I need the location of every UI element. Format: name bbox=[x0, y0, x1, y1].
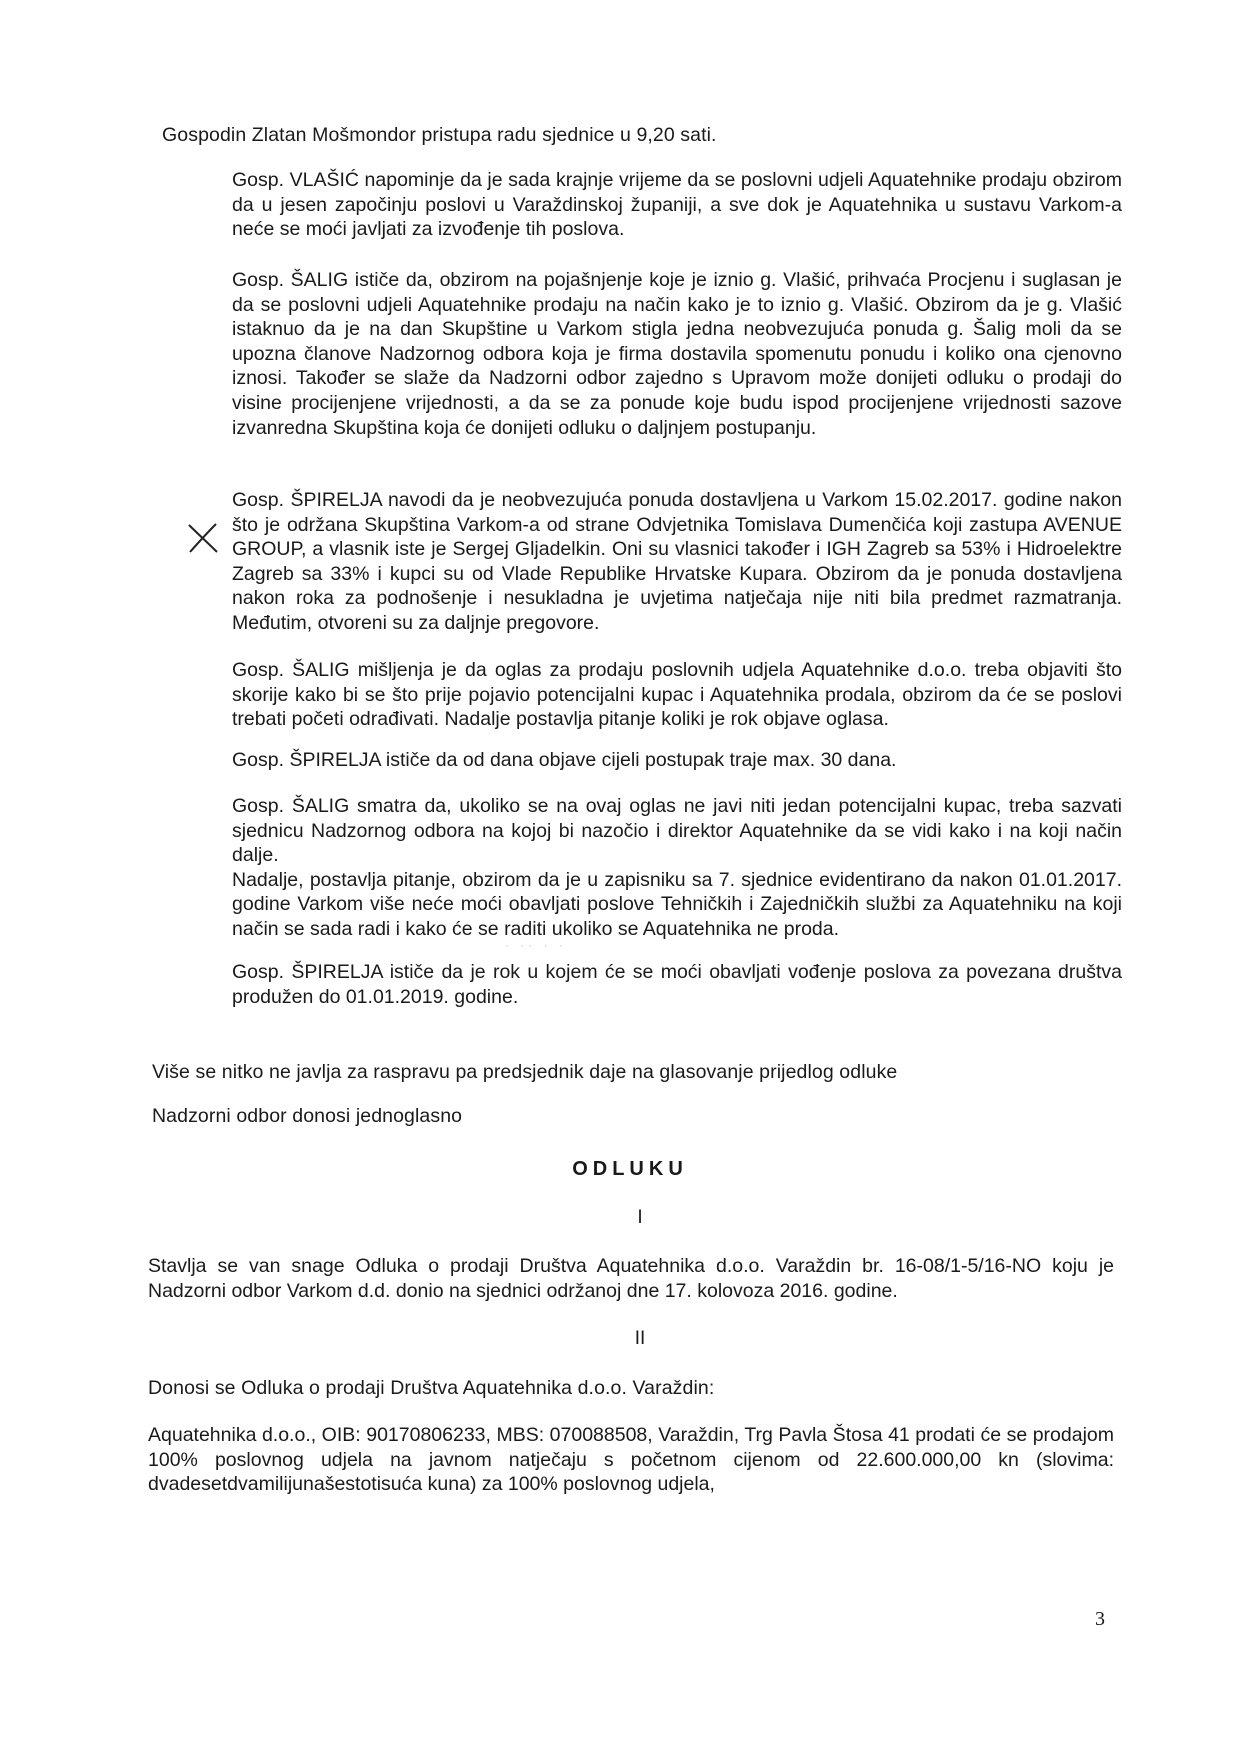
paragraph-text: Stavlja se van snage Odluka o prodaji Društva Aquatehnika d.o.o. Varaždin br. 16-08/1-5/16-NO koju je Nadzorni odbor Varkom d.d. donio na sjednici održanoj dne 17. kolovoza 2016. godine. bbox=[148, 1255, 1114, 1302]
paragraph-text: Gosp. ŠALIG mišljenja je da oglas za prodaju poslovnih udjela Aquatehnike d.o.o. treba objaviti što skorije kako bi se što prije pojavio potencijalni kupac i Aquatehnika prodala, obzirom da će se poslovi trebati početi odrađivati. Nadalje postavlja pitanje koliki je rok objave oglasa. bbox=[232, 659, 1122, 731]
paragraph-text: Gosp. ŠPIRELJA ističe da od dana objave cijeli postupak traje max. 30 dana. bbox=[232, 749, 897, 771]
section-2-heading: II bbox=[634, 1328, 646, 1349]
paragraph-salig-3 bbox=[232, 794, 1122, 942]
page-number: 3 bbox=[1095, 1608, 1105, 1630]
faint-stamp: · ·· · · bbox=[505, 938, 567, 952]
paragraph-spirelja-1 bbox=[232, 488, 1122, 636]
paragraph-text: Gosp. ŠPIRELJA navodi da je neobvezujuća ponuda dostavljena u Varkom 15.02.2017. godine nakon što je održana Skupština Varkom-a od strane Odvjetnika Tomislava Dumenčića koji zastupa AVENUE GROUP, a vlasnik iste je Sergej Gljadelkin. Oni su vlasnici također i IGH Zagreb sa 53% i Hidroelektre Zagreb sa 33% i kupci su od Vlade Republike Hrvatske Kupara. Obzirom da je ponuda dostavljena nakon roka za podnošenje i nesukladna je uvjetima natječaja nije niti bila predmet razmatranja. Međutim, otvoreni su za daljnje pregovore. bbox=[232, 489, 1122, 634]
intro-line: Gospodin Zlatan Mošmondor pristupa radu sjednice u 9,20 sati. bbox=[162, 124, 717, 146]
paragraph-text: Gosp. ŠALIG ističe da, obzirom na pojašnjenje koje je iznio g. Vlašić, prihvaća Procjenu i suglasan je da se poslovni udjeli Aquatehnike prodaju na način kako je to iznio g. Vlašić. Obzirom da je g. Vlašić istaknuo da je na dan Skupštine u Varkom stigla jedna neobvezujuća ponuda g. Šalig moli da se upozna članove Nadzornog odbora koja je firma dostavila spomenutu ponudu i koliko ona cjenovno iznosi. Također se slaže da Nadzorni odbor zajedno s Upravom može donijeti odluku o prodaji do visine procijenjene vrijednosti, a da se za ponude koje budu ispod procijenjene vrijednosti sazove izvanredna Skupština koja će donijeti odluku o daljnjem postupanju. bbox=[232, 269, 1122, 439]
paragraph-spirelja-2 bbox=[232, 748, 1122, 773]
paragraph-vlasic-1 bbox=[232, 168, 1122, 242]
paragraph-text: Gosp. VLAŠIĆ napominje da je sada krajnje vrijeme da se poslovni udjeli Aquatehnike prodaju obzirom da u jesen započinju poslovi u Varaždinskoj županiji, a sve dok je Aquatehnika u sustavu Varkom-a neće se moći javljati za izvođenje tih poslova. bbox=[232, 169, 1122, 241]
section-2-intro: Donosi se Odluka o prodaji Društva Aquatehnika d.o.o. Varaždin: bbox=[148, 1377, 715, 1399]
decision-title: ODLUKU bbox=[572, 1158, 688, 1180]
handwritten-x-mark bbox=[186, 521, 220, 555]
closing-line-2: Nadzorni odbor donosi jednoglasno bbox=[152, 1105, 463, 1127]
paragraph-salig-1 bbox=[232, 268, 1122, 440]
paragraph-salig-2 bbox=[232, 658, 1122, 732]
section-1-text bbox=[148, 1254, 1114, 1303]
paragraph-text: Nadalje, postavlja pitanje, obzirom da je u zapisniku sa 7. sjednice evidentirano da nakon 01.01.2017. godine Varkom više neće moći obavljati poslove Tehničkih i Zajedničkih službi za Aquatehniku na koji način se sada radi i kako će se raditi ukoliko se Aquatehnika ne proda. bbox=[232, 868, 1122, 940]
paragraph-text: Gosp. ŠPIRELJA ističe da je rok u kojem će se moći obavljati vođenje poslova za povezana društva produžen do 01.01.2019. godine. bbox=[232, 961, 1122, 1008]
section-2-text bbox=[148, 1423, 1114, 1497]
section-1-heading: I bbox=[637, 1207, 643, 1228]
paragraph-text: Aquatehnika d.o.o., OIB: 90170806233, MBS: 070088508, Varaždin, Trg Pavla Štosa 41 prodati će se prodajom 100% poslovnog udjela na javnom natječaju s početnom cijenom od 22.600.000,00 kn (slovima: dvadesetdvamilijunašestotisuća kuna) za 100% poslovnog udjela, bbox=[148, 1424, 1114, 1496]
closing-line-1: Više se nitko ne javlja za raspravu pa predsjednik daje na glasovanje prijedlog odluke bbox=[152, 1061, 898, 1083]
paragraph-text: Gosp. ŠALIG smatra da, ukoliko se na ovaj oglas ne javi niti jedan potencijalni kupac, treba sazvati sjednicu Nadzornog odbora na kojoj bi nazočio i direktor Aquatehnike da se vidi kako i na koji način dalje. bbox=[232, 795, 1122, 867]
paragraph-spirelja-3 bbox=[232, 960, 1122, 1009]
